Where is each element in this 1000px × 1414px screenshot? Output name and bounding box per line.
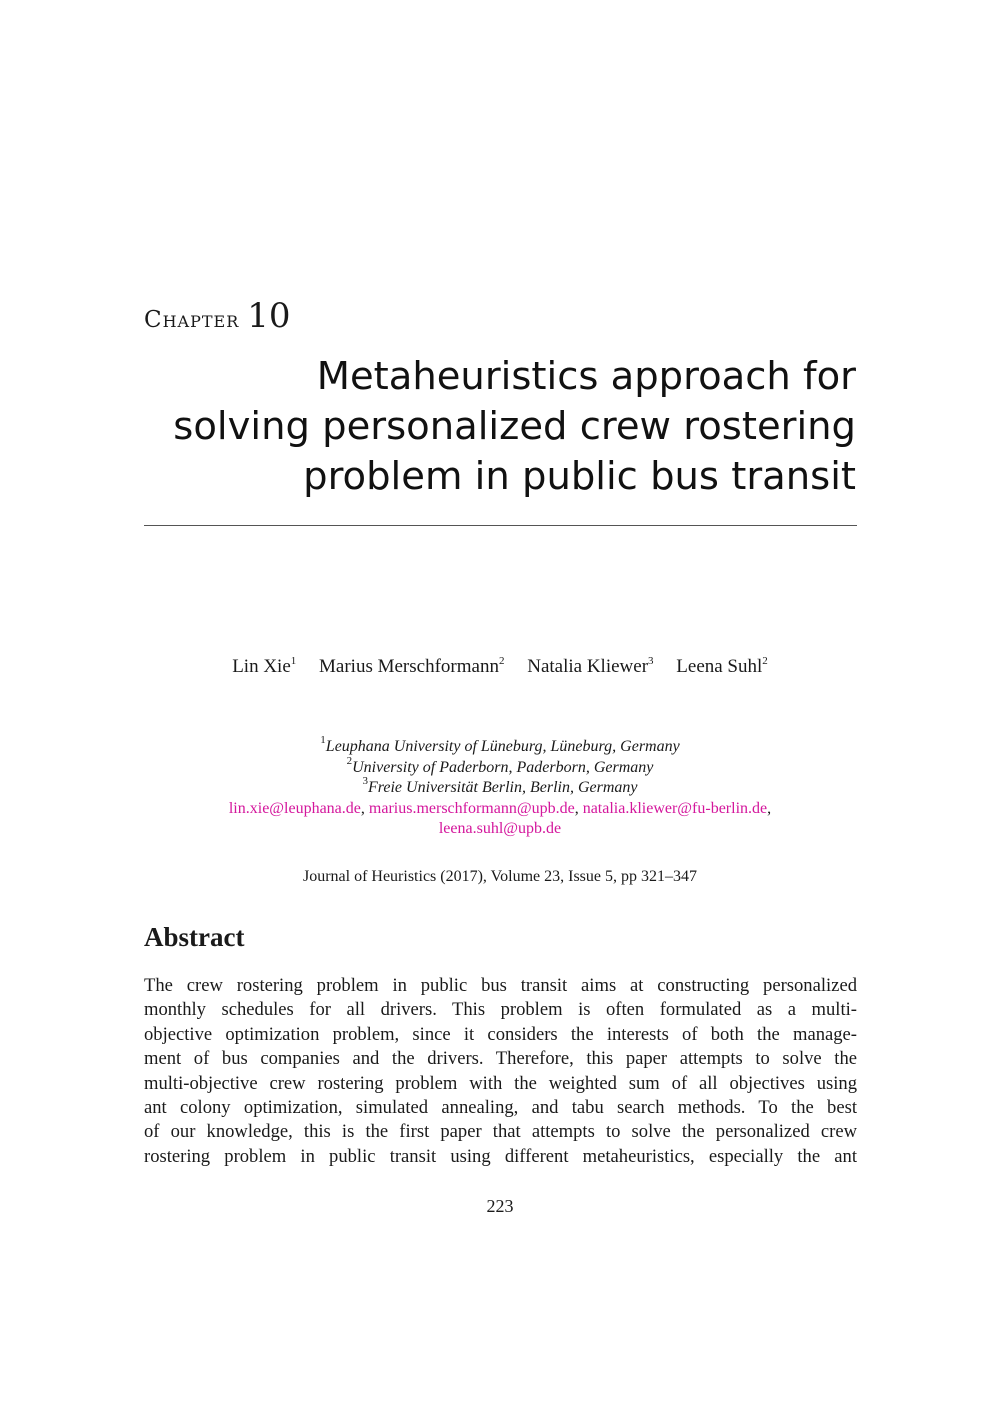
author-name: Lin Xie [232, 656, 291, 677]
author-affiliation-mark: 2 [498, 655, 505, 667]
abstract-line: objective optimization problem, since it considers the interests of both the manage- [144, 1023, 857, 1045]
abstract-line: ant colony optimization, simulated annealing, and tabu search methods. To the best [144, 1097, 857, 1119]
affiliation [144, 734, 856, 758]
abstract-heading: Abstract [144, 922, 245, 952]
chapter-number: 10 [247, 296, 291, 336]
title-line: solving personalized crew rostering [173, 404, 856, 449]
author-list [144, 656, 856, 678]
abstract-line: rostering problem in public transit using different metaheuristics, especially the ant [144, 1145, 857, 1167]
affiliation [144, 754, 856, 779]
email-link[interactable]: leena.suhl@upb.de [438, 820, 562, 837]
chapter-title [136, 352, 856, 502]
affiliation-text: Leuphana University of Lüneburg, Lüneburg, Germany [325, 738, 680, 755]
chapter-label [144, 296, 291, 336]
affiliation-mark: 3 [362, 775, 368, 787]
abstract-line: ment of bus companies and the drivers. Therefore, this paper attempts to solve the [144, 1048, 857, 1070]
author-affiliation-mark: 3 [648, 655, 654, 667]
author-affiliation-mark: 1 [290, 655, 297, 667]
abstract-body [144, 974, 857, 1169]
author [319, 656, 504, 677]
affiliation-text: University of Paderborn, Paderborn, Germany [352, 758, 654, 776]
page-number: 223 [486, 1196, 514, 1216]
email-list [144, 819, 856, 840]
author [676, 656, 768, 677]
affiliations [144, 734, 856, 840]
title-divider [144, 525, 857, 526]
email-link[interactable]: marius.merschformann@upb.de [368, 799, 575, 817]
abstract-line: multi-objective crew rostering problem with the weighted sum of all objectives using [144, 1072, 857, 1094]
author-name: Marius Merschformann [319, 656, 499, 677]
abstract-line: of our knowledge, this is the first paper that attempts to solve the personalized crew [144, 1121, 857, 1143]
affiliation-mark: 2 [346, 754, 353, 767]
author-affiliation-mark: 2 [762, 655, 768, 667]
journal-citation: Journal of Heuristics (2017), Volume 23, Issue 5, pp 321–347 [302, 868, 698, 885]
author [232, 656, 296, 677]
abstract-line: monthly schedules for all drivers. This problem is often formulated as a multi- [144, 999, 857, 1021]
affiliation-text: Freie Universität Berlin, Berlin, Germany [367, 779, 638, 796]
affiliation [144, 775, 856, 799]
title-line: Metaheuristics approach for [316, 354, 856, 399]
email-link[interactable]: lin.xie@leuphana.de [228, 799, 361, 817]
chapter-word: Chapter [144, 307, 240, 333]
author-name: Leena Suhl [676, 656, 763, 677]
email-list: lin.xie@leuphana.de, marius.merschformann@upb.de, natalia.kliewer@fu-berlin.de, [228, 799, 772, 817]
email-link[interactable]: natalia.kliewer@fu-berlin.de [582, 799, 768, 817]
abstract-line: The crew rostering problem in public bus transit aims at constructing personalized [144, 975, 857, 996]
title-line: problem in public bus transit [303, 454, 856, 499]
author [527, 656, 653, 677]
author-name: Natalia Kliewer [527, 656, 649, 677]
affiliation-mark: 1 [320, 734, 326, 746]
